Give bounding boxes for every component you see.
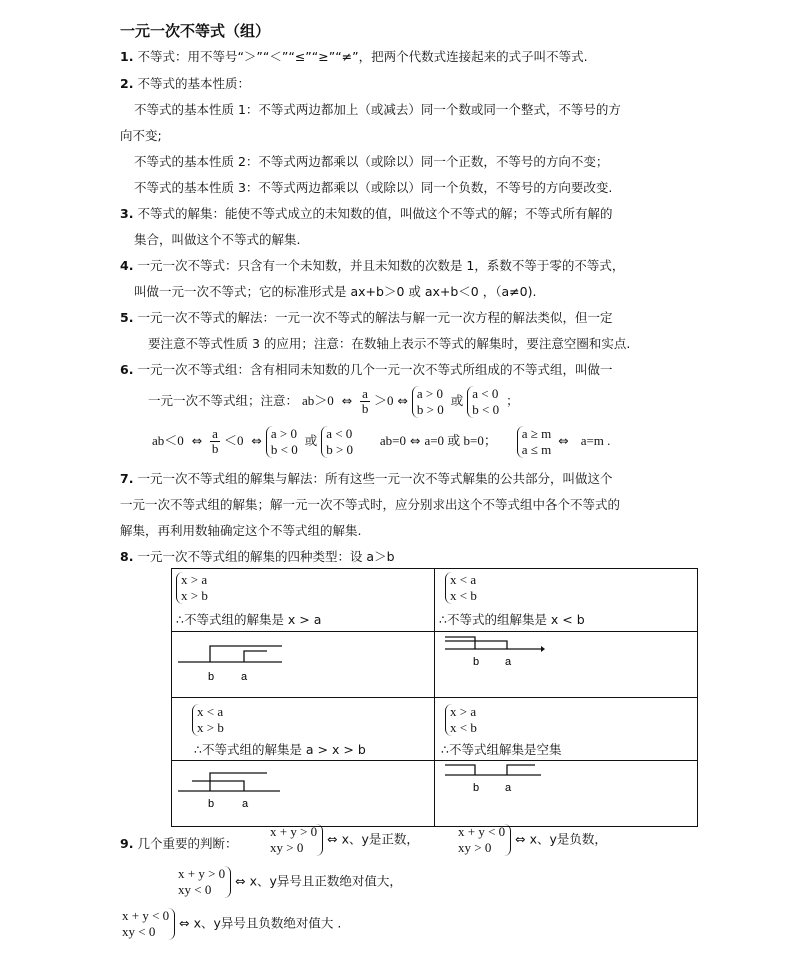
type-4-result: ∴不等式组解集是空集 (441, 742, 562, 757)
item-number: 7. (120, 471, 134, 486)
item-6-line-2 (148, 384, 519, 418)
item-text: 几个重要的判断： (137, 836, 238, 851)
item-text: 一元一次不等式组的解集与解法：所有这些一元一次不等式解集的公共部分，叫做这个 (137, 471, 613, 486)
system-line: x > b (197, 720, 224, 735)
system-line: x < a (197, 704, 224, 719)
system-line: a ≥ m (521, 425, 552, 441)
system-type-3 (192, 704, 227, 736)
item-number: 3. (120, 206, 134, 221)
property-3: 不等式的基本性质 3：不等式两边都乘以（或除以）同一个负数，不等号的方向要改变. (134, 180, 613, 195)
number-line-1 (172, 632, 434, 694)
system-line: x + y < 0 (458, 824, 506, 839)
type-3-result: ∴不等式组的解集是 a > x > b (194, 742, 366, 757)
item-3 (120, 204, 612, 222)
item-number: 8. (120, 549, 134, 564)
number-line-2 (435, 632, 697, 694)
system-line: a < 0 (472, 385, 499, 401)
ab-zero-result: a=0 或 b=0； (424, 433, 497, 448)
axis-label-a: a (242, 798, 249, 810)
item-number: 1. (120, 49, 134, 64)
axis-label-b: b (473, 656, 480, 668)
axis-label-a: a (505, 782, 512, 794)
a-equals-m: a=m . (580, 433, 611, 448)
item-6-note: 一元一次不等式组；注意： (148, 393, 299, 408)
fraction-numerator: a (212, 426, 218, 441)
axis-cell-1 (172, 632, 435, 698)
iff-symbol: ⇔ (251, 433, 262, 448)
item-text: 一元一次不等式的解法：一元一次不等式的解法与解一元一次方程的解法类似，但一定 (137, 310, 613, 325)
type-1-result: ∴不等式组的解集是 x > a (176, 612, 322, 627)
type-cell-2 (435, 569, 698, 632)
item-text: 一元一次不等式组：含有相同未知数的几个一元一次不等式所组成的不等式组，叫做一 (137, 362, 613, 377)
judgment-1 (268, 824, 419, 856)
range-mark-a (507, 765, 535, 775)
type-2-result: ∴不等式的组解集是 x < b (439, 612, 585, 627)
system-line: a > 0 (416, 385, 444, 401)
system-judgment-1 (268, 824, 323, 856)
system-line: xy > 0 (458, 840, 492, 855)
system-line: x + y > 0 (178, 866, 226, 881)
item-number: 6. (120, 362, 134, 377)
system-line: xy > 0 (270, 840, 304, 855)
system-neg-pos (321, 426, 356, 458)
axis-label-b: b (208, 671, 215, 683)
item-number: 2. (120, 76, 134, 91)
or-word: 或 (304, 433, 318, 448)
system-type-4 (445, 704, 480, 736)
system-line: b < 0 (270, 441, 298, 457)
less-zero: ＜0 (223, 433, 244, 448)
system-type-1 (176, 572, 211, 604)
system-type-2 (445, 572, 480, 604)
item-number: 9. (120, 836, 134, 851)
iff-symbol: ⇔ (191, 433, 203, 448)
item-text: 一元一次不等式：只含有一个未知数，并且未知数的次数是 1，系数不等于零的不等式， (137, 258, 625, 273)
item-2 (120, 74, 250, 92)
system-line: x < b (450, 588, 477, 603)
system-line: x > a (181, 572, 208, 587)
system-line: b > 0 (416, 401, 444, 417)
range-mark-a (445, 641, 507, 649)
property-1-line-a: 不等式的基本性质 1：不等式两边都加上（或减去）同一个数或同一个整式，不等号的方 (134, 102, 621, 117)
system-line: x + y < 0 (122, 908, 170, 923)
range-mark-a (244, 651, 267, 662)
fraction-numerator: a (362, 386, 368, 401)
axis-label-a: a (241, 671, 248, 683)
item-9 (120, 834, 237, 852)
judgment-4-result: ⇔ x、y异号且负数绝对值大 . (179, 915, 342, 931)
judgment-2-result: ⇔ x、y是负数， (515, 831, 607, 847)
ab-positive: ab＞0 (302, 393, 334, 408)
system-line: a ≤ m (521, 441, 552, 457)
item-8 (120, 547, 395, 565)
system-line: b < 0 (472, 401, 500, 417)
judgment-4 (120, 908, 341, 940)
property-1-line-b: 向不变; (120, 128, 162, 143)
fraction-a-over-b (210, 427, 220, 456)
item-6 (120, 360, 612, 378)
system-line: x > a (450, 704, 477, 719)
axis-label-a: a (505, 656, 512, 668)
range-mark-a (192, 781, 244, 791)
axis-label-b: b (208, 798, 215, 810)
ab-zero: ab=0 (379, 433, 406, 448)
item-5 (120, 308, 612, 326)
item-text: 不等式的解集：能使不等式成立的未知数的值，叫做这个不等式的解；不等式所有解的 (137, 206, 613, 221)
range-mark-b (210, 773, 267, 791)
semicolon: ； (506, 393, 519, 408)
system-line: b > 0 (326, 441, 354, 457)
axis-cell-4 (435, 761, 698, 827)
greater-zero: ＞0 (373, 393, 394, 408)
property-2: 不等式的基本性质 2：不等式两边都乘以（或除以）同一个正数，不等号的方向不变； (134, 154, 609, 169)
type-cell-3 (172, 698, 435, 761)
system-judgment-3 (176, 866, 231, 898)
system-line: xy < 0 (122, 924, 156, 939)
axis-arrow (541, 646, 545, 652)
item-7-cont-2: 解集，再利用数轴确定这个不等式组的解集. (120, 523, 362, 538)
system-line: xy < 0 (178, 882, 212, 897)
fraction-denominator: b (211, 441, 219, 456)
type-cell-4 (435, 698, 698, 761)
range-mark-b (445, 765, 475, 775)
iff-symbol: ⇔ (558, 433, 569, 448)
item-5-cont: 要注意不等式性质 3 的应用；注意：在数轴上表示不等式的解集时，要注意空圈和实点. (148, 336, 631, 351)
iff-symbol: ⇔ (341, 393, 353, 408)
judgment-3 (176, 866, 402, 898)
system-both-positive (412, 386, 447, 418)
solution-types-table (171, 568, 698, 827)
item-6-line-3 (152, 424, 610, 458)
axis-label-b: b (473, 782, 480, 794)
judgment-3-result: ⇔ x、y异号且正数绝对值大， (235, 873, 402, 889)
fraction-a-over-b (360, 387, 370, 416)
item-3-cont: 集合，叫做这个不等式的解集. (134, 232, 301, 247)
system-judgment-4 (120, 908, 175, 940)
judgment-1-result: ⇔ x、y是正数， (327, 831, 419, 847)
system-line: x + y > 0 (270, 824, 318, 839)
system-line: a < 0 (326, 425, 353, 441)
item-7 (120, 469, 612, 487)
item-4-cont: 叫做一元一次不等式；它的标准形式是 ax+b＞0 或 ax+b＜0 ，（a≠0). (134, 284, 537, 299)
system-judgment-2 (456, 824, 511, 856)
item-1 (120, 47, 588, 65)
iff-symbol: ⇔ (409, 433, 421, 448)
system-line: a > 0 (270, 425, 297, 441)
judgment-2 (456, 824, 607, 856)
axis-cell-2 (435, 632, 698, 698)
system-line: x < a (450, 572, 477, 587)
page-title: 一元一次不等式（组） (120, 22, 271, 40)
system-both-negative (467, 386, 502, 418)
item-7-cont-1: 一元一次不等式组的解集；解一元一次不等式时，应分别求出这个不等式组中各个不等式的 (120, 497, 621, 512)
system-line: x < b (450, 720, 477, 735)
or-word: 或 (450, 393, 464, 408)
item-text: 不等式的基本性质： (137, 76, 250, 91)
range-mark-b (445, 637, 475, 649)
axis-cell-3 (172, 761, 435, 827)
system-line: x > b (181, 588, 208, 603)
item-4 (120, 256, 624, 274)
type-cell-1 (172, 569, 435, 632)
system-pos-neg (266, 426, 301, 458)
fraction-denominator: b (361, 401, 369, 416)
item-text: 不等式：用不等号“＞”“＜”“≤”“≥”“≠”，把两个代数式连接起来的式子叫不等式. (137, 49, 588, 64)
system-a-equals-m (517, 426, 555, 458)
ab-negative: ab＜0 (152, 433, 184, 448)
number-line-3 (172, 761, 434, 823)
item-number: 4. (120, 258, 134, 273)
item-text: 一元一次不等式组的解集的四种类型：设 a＞b (137, 549, 395, 564)
range-mark-b (210, 646, 282, 662)
number-line-4 (435, 761, 697, 823)
item-number: 5. (120, 310, 134, 325)
iff-symbol: ⇔ (397, 393, 408, 408)
